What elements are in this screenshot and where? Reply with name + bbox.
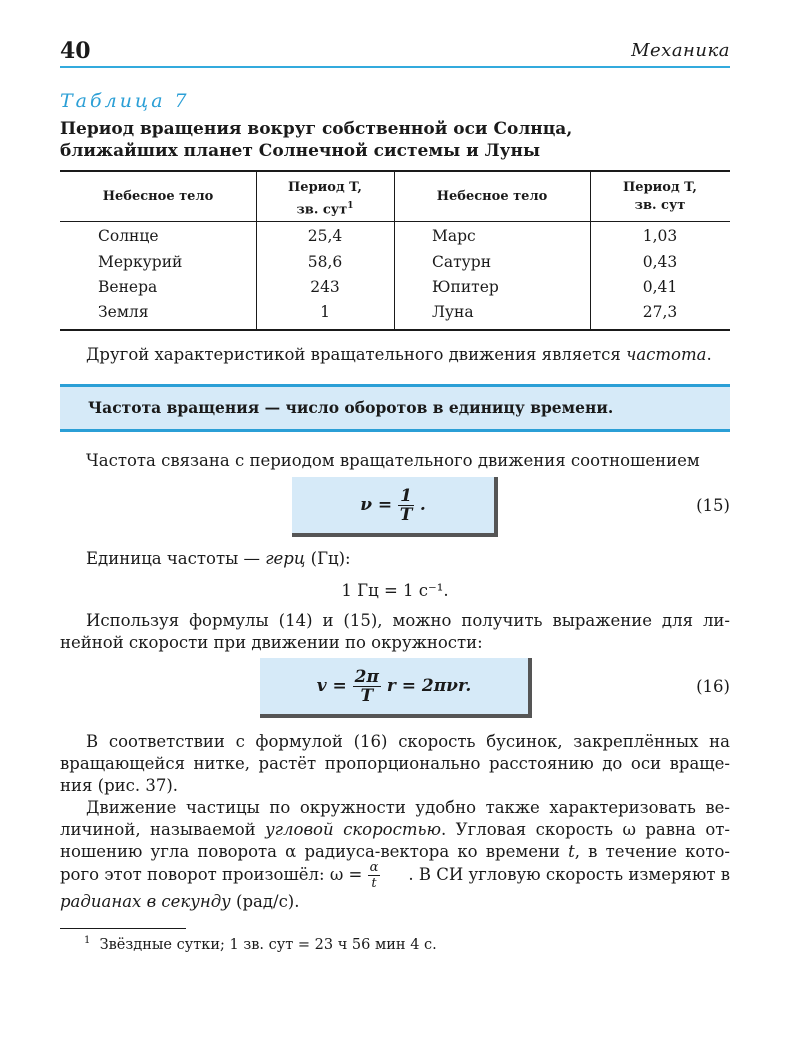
formula-lhs: v =	[316, 676, 347, 696]
term-angular-velocity: угловой скоростью	[265, 820, 441, 839]
term-frequency: частота	[626, 345, 707, 364]
table-bottom-rule	[60, 329, 730, 331]
footnote-rule	[60, 928, 186, 929]
table-cell-name: Марс	[432, 227, 476, 245]
paragraph-relation: Частота связана с периодом вращательного движения соотношением	[86, 451, 700, 470]
table-cell-value: 1,03	[642, 227, 678, 245]
formula-fraction	[353, 668, 381, 705]
equation-number-16: (16)	[696, 677, 730, 696]
header-rule	[60, 66, 730, 68]
paragraph-beads-line1: В соответствии с формулой (16) скорость бусинок, закреплённых на	[86, 732, 730, 751]
fraction-numerator: 1	[400, 486, 412, 506]
text-run: Единица частоты —	[86, 549, 266, 568]
paragraph-formulas-line2: нейной скорости при движении по окружности:	[60, 633, 483, 652]
table-cell-value: 1	[320, 303, 330, 321]
paragraph-formulas-line1: Используя формулы (14) и (15), можно получить выражение для ли-	[86, 611, 730, 630]
table-cell-name: Юпитер	[432, 278, 499, 296]
paragraph-angular-line5	[60, 891, 300, 913]
table-cell-name: Земля	[98, 303, 149, 321]
text-run: , в течение кото-	[574, 842, 730, 861]
fraction-numerator: 2π	[354, 667, 379, 687]
formula-15	[292, 487, 494, 524]
paragraph-unit	[86, 548, 351, 570]
paragraph-beads-line3: ния (рис. 37).	[60, 776, 179, 795]
paragraph-angular-line2	[60, 819, 730, 841]
table-cell-value: 0,43	[642, 253, 678, 271]
text-run: личиной, называемой	[60, 820, 266, 839]
equation-number-15: (15)	[696, 496, 730, 515]
table-cell-value: 243	[310, 278, 340, 296]
text-run: ношению угла поворота α радиуса-вектора ко времени	[60, 842, 569, 861]
paragraph-frequency-intro	[86, 344, 730, 366]
formula-16	[260, 668, 528, 705]
footnote-ref: 1	[347, 201, 354, 211]
table-title	[60, 118, 572, 162]
table-header-body-left: Небесное тело	[102, 189, 214, 204]
period-label-left: Период T,	[288, 180, 362, 195]
table-cell-value: 25,4	[307, 227, 343, 245]
page-number: 40	[60, 38, 91, 64]
table-header-rule	[60, 221, 730, 222]
table-title-line2: ближайших планет Солнечной системы и Луны	[60, 141, 540, 161]
text-run: .	[706, 345, 712, 364]
formula-tail: r = 2πνr.	[386, 676, 472, 696]
table-cell-value: 58,6	[307, 253, 343, 271]
angular-formula-inline	[60, 860, 380, 891]
table-cell-name: Меркурий	[98, 253, 183, 271]
table-cell-name: Солнце	[98, 227, 159, 245]
footnote	[84, 935, 437, 953]
text-run: . Угловая скорость ω равна от-	[440, 820, 730, 839]
footnote-mark: 1	[84, 935, 91, 946]
formula-fraction	[398, 487, 414, 524]
fraction-denominator: t	[371, 875, 377, 891]
text-run: (Гц):	[305, 549, 351, 568]
definition-text: Частота вращения — число оборотов в единицу времени.	[88, 398, 614, 417]
running-title: Механика	[631, 40, 730, 61]
text-run: (рад/с).	[230, 892, 300, 911]
period-unit-right: зв. сут	[634, 198, 686, 213]
period-label-right: Период T,	[623, 180, 697, 195]
period-unit-left: зв. сут	[296, 202, 348, 218]
table-cell-name: Сатурн	[432, 253, 492, 271]
table-title-line1: Период вращения вокруг собственной оси Солнца,	[60, 119, 573, 139]
text-run: Другой характеристикой вращательного движения является	[86, 345, 627, 364]
table-header-body-right: Небесное тело	[436, 189, 548, 204]
inline-fraction	[368, 860, 381, 891]
unit-equation: 1 Гц = 1 с⁻¹.	[341, 581, 449, 600]
paragraph-beads-line2: вращающейся нитке, растёт пропорционально расстоянию до оси враще-	[60, 754, 730, 773]
formula-tail: .	[419, 495, 426, 515]
paragraph-angular-line4	[60, 858, 730, 892]
text-run: . В СИ угловую скорость измеряют в	[408, 865, 730, 884]
fraction-numerator: α	[369, 859, 379, 875]
variable-t: t	[568, 842, 575, 861]
table-header-period-right	[590, 179, 730, 215]
text-run: рого этот поворот произошёл: ω =	[60, 864, 363, 884]
table-cell-value: 0,41	[642, 278, 678, 296]
fraction-denominator: T	[399, 505, 413, 525]
table-header-period-left	[256, 179, 394, 219]
formula-lhs: ν =	[360, 495, 393, 515]
table-top-rule	[60, 170, 730, 172]
term-radians-per-second: радианах в секунду	[60, 892, 231, 911]
table-cell-name: Луна	[432, 303, 474, 321]
table-label: Таблица 7	[60, 90, 190, 112]
term-hertz: герц	[265, 549, 306, 568]
footnote-text: Звёздные сутки; 1 зв. сут = 23 ч 56 мин 4 с.	[99, 936, 437, 953]
table-cell-name: Венера	[98, 278, 158, 296]
table-cell-value: 27,3	[642, 303, 678, 321]
paragraph-angular-line1: Движение частицы по окружности удобно также характеризовать ве-	[86, 798, 730, 817]
fraction-denominator: T	[360, 686, 374, 706]
